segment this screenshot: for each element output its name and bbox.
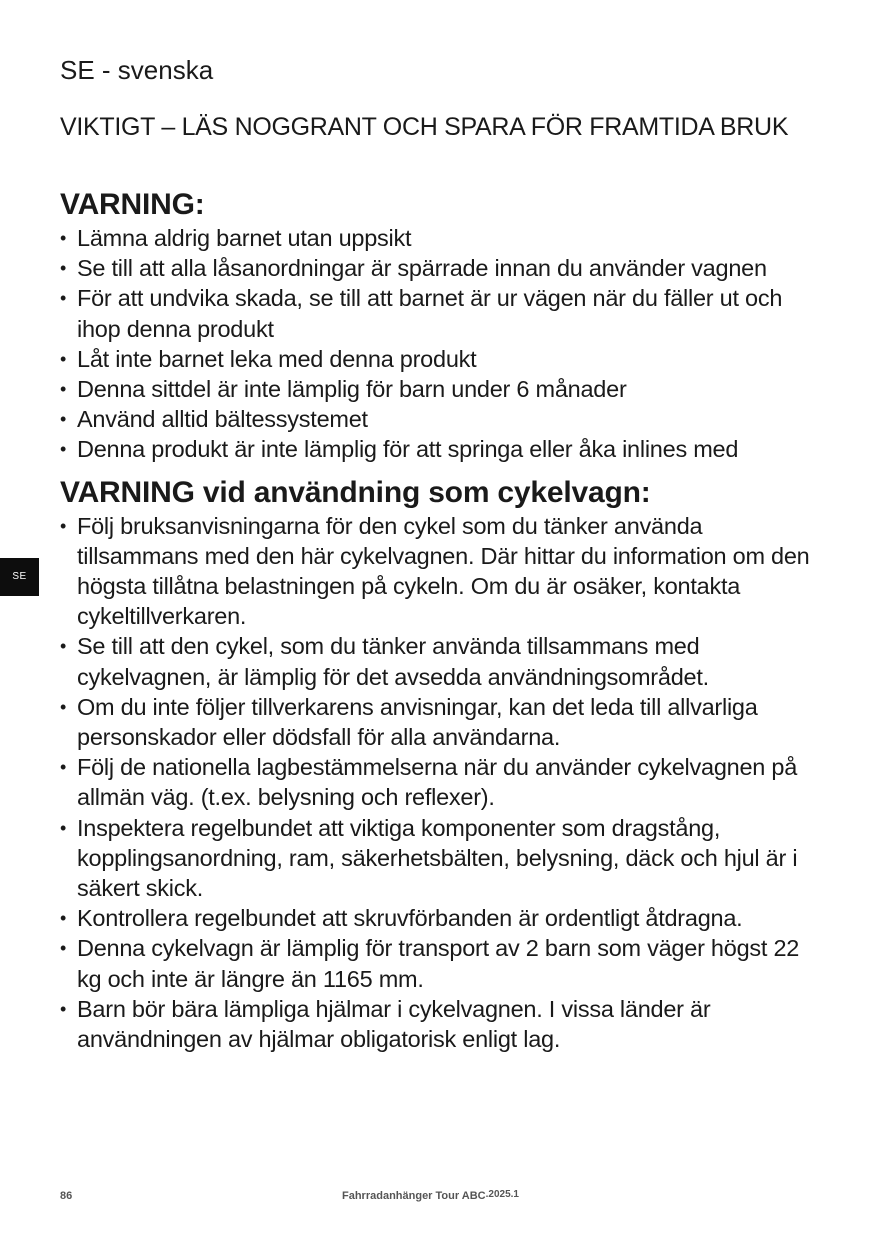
warning-list-general — [60, 223, 820, 465]
list-item: • Barn bör bära lämpliga hjälmar i cykelvagnen. I vissa länder är användningen av hjälmar obligatorisk enligt lag. — [60, 994, 820, 1054]
document-title: Fahrradanhänger Tour ABC — [342, 1190, 486, 1202]
list-item: • Följ bruksanvisningarna för den cykel som du tänker använda tillsammans med den här cykelvagnen. Där hittar du information om den högsta tillåtna belastningen på cykeln. Om du är osäker, kontakta cykeltillverkaren. — [60, 511, 820, 632]
section-heading: VARNING: — [60, 188, 205, 221]
list-item: • Låt inte barnet leka med denna produkt — [60, 344, 820, 374]
list-item: • Kontrollera regelbundet att skruvförbanden är ordentligt åtdragna. — [60, 903, 820, 933]
warning-section-general — [60, 187, 820, 465]
list-item: • Om du inte följer tillverkarens anvisningar, kan det leda till allvarliga personskador eller dödsfall för alla användarna. — [60, 692, 820, 752]
list-item: • Se till att alla låsanordningar är spärrade innan du använder vagnen — [60, 253, 820, 283]
footer-document-title — [342, 1189, 519, 1202]
language-title: SE - svenska — [60, 55, 214, 85]
list-item: • Se till att den cykel, som du tänker använda tillsammans med cykelvagnen, är lämplig för det avsedda användningsområdet. — [60, 631, 820, 691]
warning-section-bike-trailer — [60, 475, 820, 1055]
important-notice: VIKTIGT – LÄS NOGGRANT OCH SPARA FÖR FRAMTIDA BRUK — [60, 113, 789, 141]
list-item: • För att undvika skada, se till att barnet är ur vägen när du fäller ut och ihop denna produkt — [60, 283, 820, 343]
list-item: • Denna sittdel är inte lämplig för barn under 6 månader — [60, 374, 820, 404]
page-number: 86 — [60, 1190, 73, 1202]
warning-list-bike-trailer — [60, 511, 820, 1055]
page-content — [60, 52, 820, 1054]
section-heading: VARNING vid användning som cykelvagn: — [60, 475, 651, 509]
document-version: .2025.1 — [485, 1189, 519, 1200]
list-item: • Inspektera regelbundet att viktiga komponenter som dragstång, kopplingsanordning, ram, säkerhetsbälten, belysning, däck och hjul är i säkert skick. — [60, 813, 820, 904]
list-item: • Denna cykelvagn är lämplig för transport av 2 barn som väger högst 22 kg och inte är längre än 1165 mm. — [60, 933, 820, 993]
language-side-tab: SE — [0, 558, 39, 596]
list-item: • Denna produkt är inte lämplig för att springa eller åka inlines med — [60, 434, 820, 464]
list-item: • Använd alltid bältessystemet — [60, 404, 820, 434]
list-item: • Följ de nationella lagbestämmelserna när du använder cykelvagnen på allmän väg. (t.ex. belysning och reflexer). — [60, 752, 820, 812]
list-item: • Lämna aldrig barnet utan uppsikt — [60, 223, 820, 253]
